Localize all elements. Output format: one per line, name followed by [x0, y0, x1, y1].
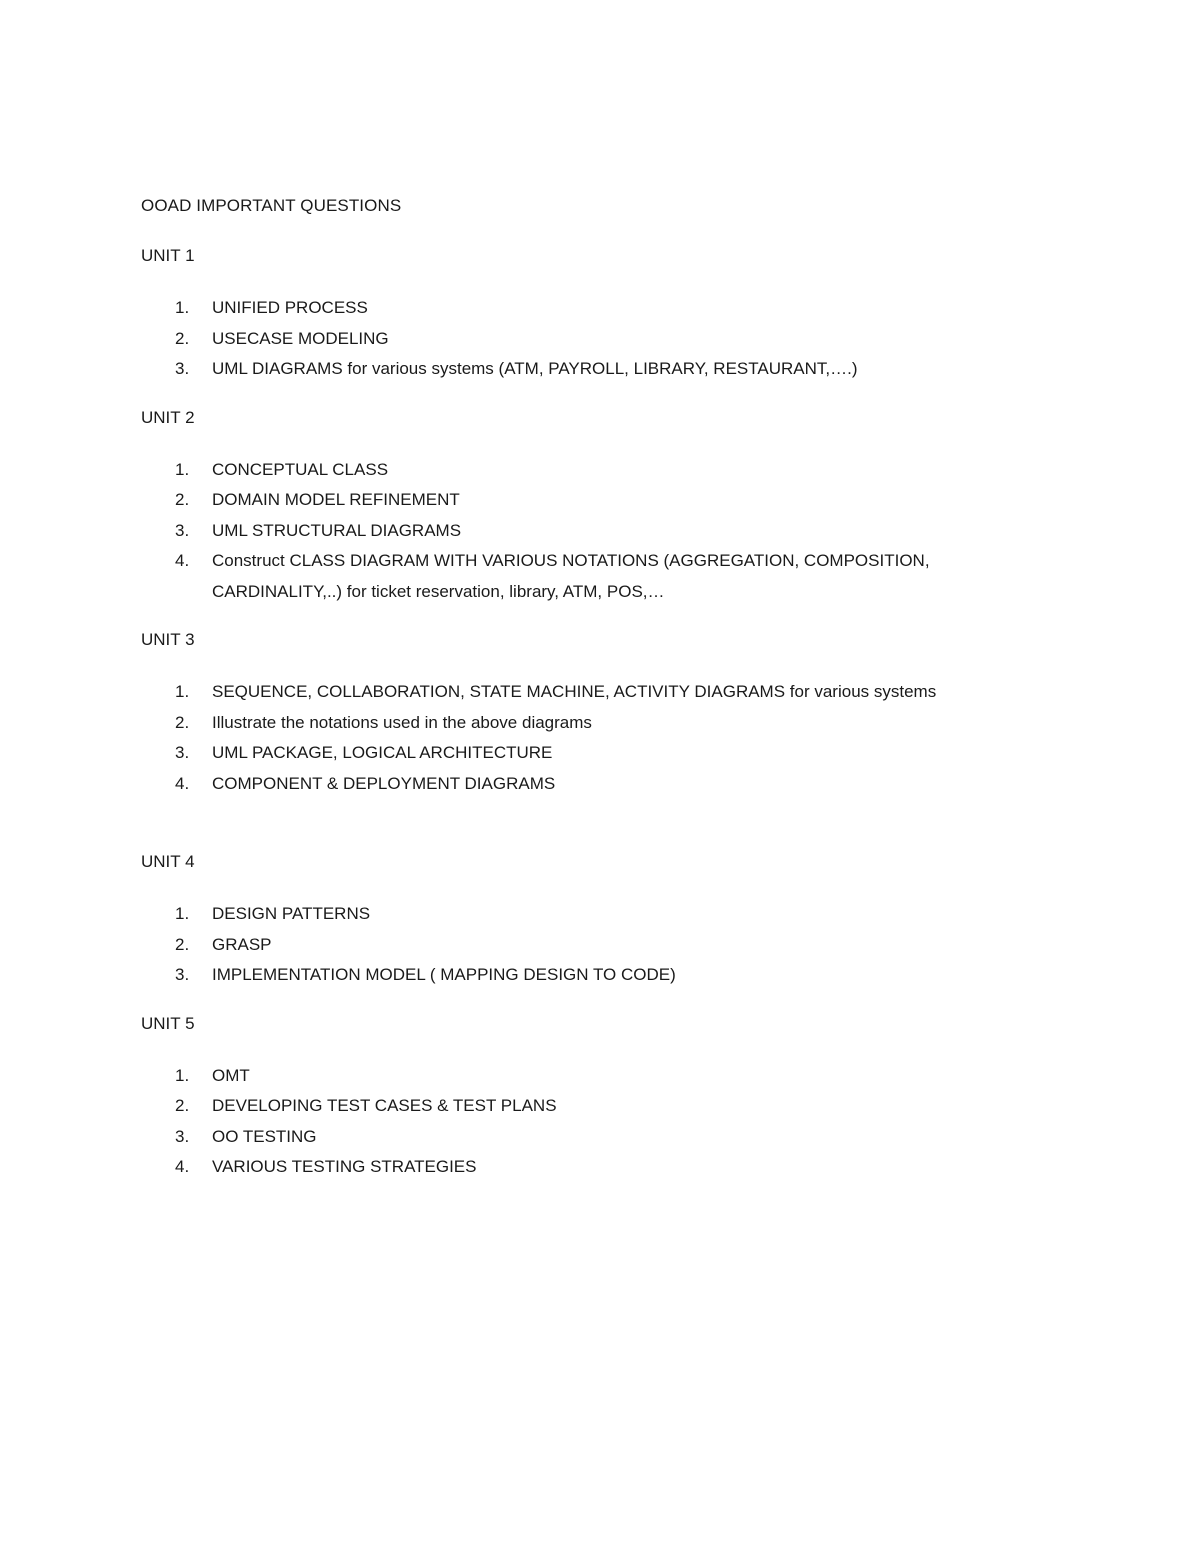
unit-section-4: [141, 849, 1041, 1011]
list-item: [141, 516, 1041, 547]
list-item-text: UML PACKAGE, LOGICAL ARCHITECTURE: [212, 743, 553, 762]
list-item: [141, 708, 1041, 739]
list-item-text: UML DIAGRAMS for various systems (ATM, PAYROLL, LIBRARY, RESTAURANT,….): [212, 359, 858, 378]
list-item-number: 2.: [175, 328, 190, 348]
list-item-text: VARIOUS TESTING STRATEGIES: [212, 1157, 477, 1176]
unit-section-3: [141, 627, 1041, 849]
question-list: [141, 455, 1041, 608]
list-item-text: OO TESTING: [212, 1126, 317, 1146]
list-item-number: 3.: [175, 520, 190, 540]
unit-heading: UNIT 1: [141, 246, 195, 265]
list-item: [141, 324, 1041, 355]
list-item-number: 4.: [175, 773, 190, 793]
list-item-text: DEVELOPING TEST CASES & TEST PLANS: [212, 1096, 557, 1115]
list-item-number: 1.: [175, 904, 190, 923]
page-title: OOAD IMPORTANT QUESTIONS: [141, 196, 402, 215]
unit-heading: UNIT 5: [141, 1013, 195, 1033]
list-item-number: 3.: [175, 743, 190, 762]
list-item: [141, 1122, 1041, 1153]
list-item-number: 2.: [175, 712, 190, 732]
list-item-text: DESIGN PATTERNS: [212, 904, 371, 923]
list-item-text: USECASE MODELING: [212, 328, 389, 348]
list-item-text: OMT: [212, 1065, 250, 1085]
list-item: [141, 899, 1041, 930]
document-content: [141, 193, 1041, 1183]
list-item: [141, 1061, 1041, 1092]
list-item-number: 2.: [175, 1096, 190, 1115]
list-item-text: UNIFIED PROCESS: [212, 298, 368, 317]
list-item-text: CONCEPTUAL CLASS: [212, 459, 389, 479]
list-item: [141, 1152, 1041, 1183]
list-item-number: 1.: [175, 1065, 190, 1085]
list-item: [141, 1091, 1041, 1122]
unit-heading: UNIT 2: [141, 407, 195, 427]
list-item: [141, 930, 1041, 961]
list-item: [141, 546, 1002, 607]
list-item: [141, 769, 1041, 800]
list-item-text: GRASP: [212, 934, 272, 954]
list-item-text: IMPLEMENTATION MODEL ( MAPPING DESIGN TO CODE): [212, 965, 676, 984]
list-item-number: 3.: [175, 1126, 190, 1146]
unit-section-5: [141, 1011, 1041, 1183]
list-item-number: 2.: [175, 934, 190, 954]
list-item-number: 1.: [175, 682, 190, 701]
list-item: [141, 293, 1041, 324]
unit-heading: UNIT 3: [141, 630, 195, 649]
list-item-number: 3.: [175, 359, 190, 378]
list-item: [141, 738, 1041, 769]
list-item-number: 1.: [175, 459, 190, 479]
list-item: [141, 485, 1041, 516]
list-item-text: SEQUENCE, COLLABORATION, STATE MACHINE, ACTIVITY DIAGRAMS for various systems: [212, 682, 937, 701]
list-item-text: UML STRUCTURAL DIAGRAMS: [212, 520, 462, 540]
list-item-text: Illustrate the notations used in the above diagrams: [212, 712, 592, 732]
list-item: [141, 677, 1041, 708]
list-item-number: 1.: [175, 298, 190, 317]
list-item-number: 2.: [175, 490, 190, 509]
list-item-number: 4.: [175, 1157, 190, 1176]
unit-section-2: [141, 405, 1041, 628]
question-list: [141, 677, 1041, 799]
list-item-text: COMPONENT & DEPLOYMENT DIAGRAMS: [212, 773, 556, 793]
question-list: [141, 293, 1041, 385]
list-item-text: DOMAIN MODEL REFINEMENT: [212, 490, 460, 509]
list-item-number: 3.: [175, 965, 190, 984]
list-item-text: Construct CLASS DIAGRAM WITH VARIOUS NOTATIONS (AGGREGATION, COMPOSITION, CARDINALITY,..) for ticket reservation, library, ATM, POS,…: [212, 551, 930, 601]
list-item: [141, 960, 1041, 991]
list-item: [141, 455, 1041, 486]
unit-heading: UNIT 4: [141, 852, 195, 871]
list-item: [141, 354, 1041, 385]
question-list: [141, 899, 1041, 991]
list-item-number: 4.: [175, 551, 190, 570]
unit-section-1: [141, 243, 1041, 405]
question-list: [141, 1061, 1041, 1183]
